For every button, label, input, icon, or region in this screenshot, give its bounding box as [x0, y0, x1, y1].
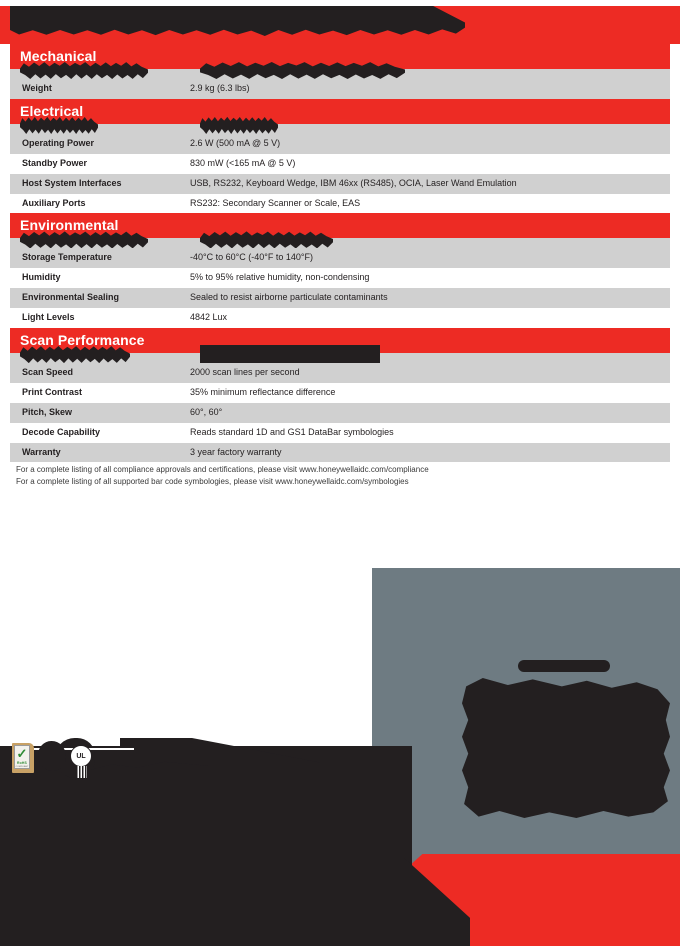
spec-label: Warranty	[22, 446, 61, 457]
section-header-electrical: Electrical	[10, 99, 670, 124]
spec-value: -40°C to 60°C (-40°F to 140°F)	[190, 252, 313, 263]
spec-label: Standby Power	[22, 157, 88, 168]
spec-label: Weight	[22, 83, 52, 93]
panel-redaction-blob-small	[518, 660, 610, 672]
specifications-table	[10, 44, 670, 462]
spec-label: Light Levels	[22, 312, 75, 323]
spec-label: Scan Speed	[22, 367, 74, 378]
redaction-sweep	[90, 754, 210, 780]
table-row	[10, 79, 670, 99]
spec-label: Pitch, Skew	[22, 406, 73, 417]
check-icon: ✓	[16, 745, 28, 761]
ul-icon-circle: UL	[70, 745, 92, 767]
section-header-scan-performance: Scan Performance	[10, 328, 670, 353]
spec-label: Operating Power	[22, 137, 95, 148]
rohs-sublabel: COMPLIANT	[15, 765, 29, 768]
spec-value: 60°, 60°	[190, 406, 223, 417]
spec-label: Storage Temperature	[22, 252, 112, 263]
footnote-compliance: For a complete listing of all compliance approvals and certifications, please visit www.honeywellaidc.com/compliance	[16, 465, 429, 474]
spec-value: 4842 Lux	[190, 312, 228, 323]
certification-marks	[12, 740, 212, 786]
spec-value: Sealed to resist airborne particulate contaminants	[190, 292, 388, 303]
table-row	[10, 268, 670, 288]
rohs-label: RoHS	[16, 760, 28, 765]
footnote-symbologies: For a complete listing of all supported bar code symbologies, please visit www.honeywellaidc.com/symbologies	[16, 477, 409, 487]
table-row	[10, 403, 670, 423]
spec-label: Environmental Sealing	[22, 292, 120, 303]
spec-label: Auxiliary Ports	[22, 197, 86, 208]
table-row	[10, 288, 670, 308]
table-row	[10, 308, 670, 328]
spec-value: 830 mW (<165 mA @ 5 V)	[190, 157, 296, 168]
redaction-blob-cert	[38, 741, 66, 771]
spec-value: 2.9 kg (6.3 lbs)	[190, 83, 250, 93]
table-row	[10, 154, 670, 174]
footnotes	[16, 464, 616, 489]
table-row	[10, 423, 670, 443]
spec-value: Reads standard 1D and GS1 DataBar symbologies	[190, 426, 394, 437]
table-row	[10, 383, 670, 403]
spec-value: 3 year factory warranty	[190, 446, 282, 457]
table-row	[10, 174, 670, 194]
section-header-mechanical: Mechanical	[10, 44, 670, 69]
section-header-environmental: Environmental	[10, 213, 670, 238]
ul-icon-stem	[76, 766, 87, 778]
redaction-block-lower-wide	[0, 858, 470, 946]
table-row	[10, 353, 670, 363]
rohs-icon-inner	[14, 745, 30, 769]
table-row	[10, 194, 670, 214]
spec-value: RS232: Secondary Scanner or Scale, EAS	[190, 197, 361, 208]
spec-label: Host System Interfaces	[22, 177, 122, 188]
spec-value: 5% to 95% relative humidity, non-condensing	[190, 272, 370, 283]
table-row	[10, 238, 670, 248]
table-row	[10, 134, 670, 154]
spec-value: 2.6 W (500 mA @ 5 V)	[190, 137, 281, 148]
table-row	[10, 248, 670, 268]
spec-label: Print Contrast	[22, 386, 83, 397]
masthead-redaction-block	[10, 6, 465, 36]
spec-value: 35% minimum reflectance difference	[190, 386, 336, 397]
redaction-blob-value	[200, 345, 380, 364]
table-row	[10, 443, 670, 463]
ul-icon	[70, 745, 96, 771]
spec-label: Decode Capability	[22, 426, 101, 437]
panel-redaction-blob-large	[462, 678, 670, 818]
spec-label: Humidity	[22, 272, 61, 283]
table-row	[10, 363, 670, 383]
table-row	[10, 69, 670, 79]
spec-value: USB, RS232, Keyboard Wedge, IBM 46xx (RS485), OCIA, Laser Wand Emulation	[190, 177, 517, 188]
rohs-icon	[12, 743, 34, 773]
spec-value: 2000 scan lines per second	[190, 367, 300, 378]
table-row	[10, 124, 670, 134]
